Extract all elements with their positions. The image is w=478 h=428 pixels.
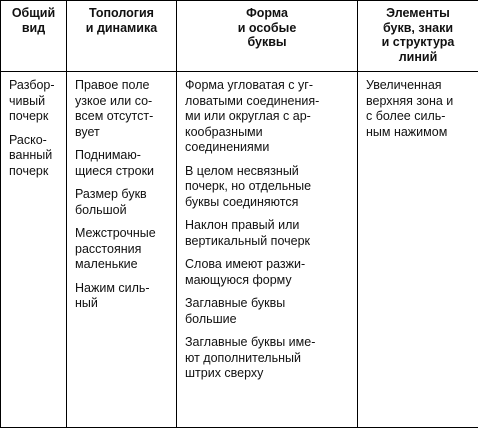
list-item: Форма угловатая с уг- ловатыми соединения- ми или округлая с ар- кообразными соединениями xyxy=(185,78,320,154)
header-form-letters: Форма и особые буквы xyxy=(177,1,358,72)
cell-topology-dynamics xyxy=(67,72,177,428)
header-row xyxy=(1,1,478,72)
list-item: Наклон правый или вертикальный почерк xyxy=(185,218,311,248)
table-row xyxy=(1,72,478,428)
cell-letter-elements xyxy=(358,72,478,428)
list-item: Слова имеют разжи- мающуюся форму xyxy=(185,257,306,287)
list-item: Поднимаю- щиеся строки xyxy=(75,148,155,178)
list-item: Заглавные буквы име- ют дополнительный штрих сверху xyxy=(185,335,316,380)
list-item: В целом несвязный почерк, но отдельные буквы соединяются xyxy=(185,163,312,209)
list-item: Заглавные буквы большие xyxy=(185,296,286,326)
header-general-view: Общий вид xyxy=(1,1,67,72)
cell-form-letters xyxy=(177,72,358,428)
list-item: Размер букв большой xyxy=(75,187,147,217)
list-item: Увеличенная верхняя зона и с более силь- ным нажимом xyxy=(366,78,454,139)
header-topology-dynamics: Топология и динамика xyxy=(67,1,177,72)
list-item: Раско- ванный почерк xyxy=(9,132,53,178)
list-item: Правое поле узкое или со- всем отсутст- вует xyxy=(75,78,154,139)
list-item: Межстрочные расстояния маленькие xyxy=(75,226,156,271)
list-item: Нажим силь- ный xyxy=(75,280,150,310)
header-letter-elements: Элементы букв, знаки и структура линий xyxy=(358,1,478,72)
list-item: Разбор- чивый почерк xyxy=(9,78,55,123)
cell-general-view xyxy=(1,72,67,428)
